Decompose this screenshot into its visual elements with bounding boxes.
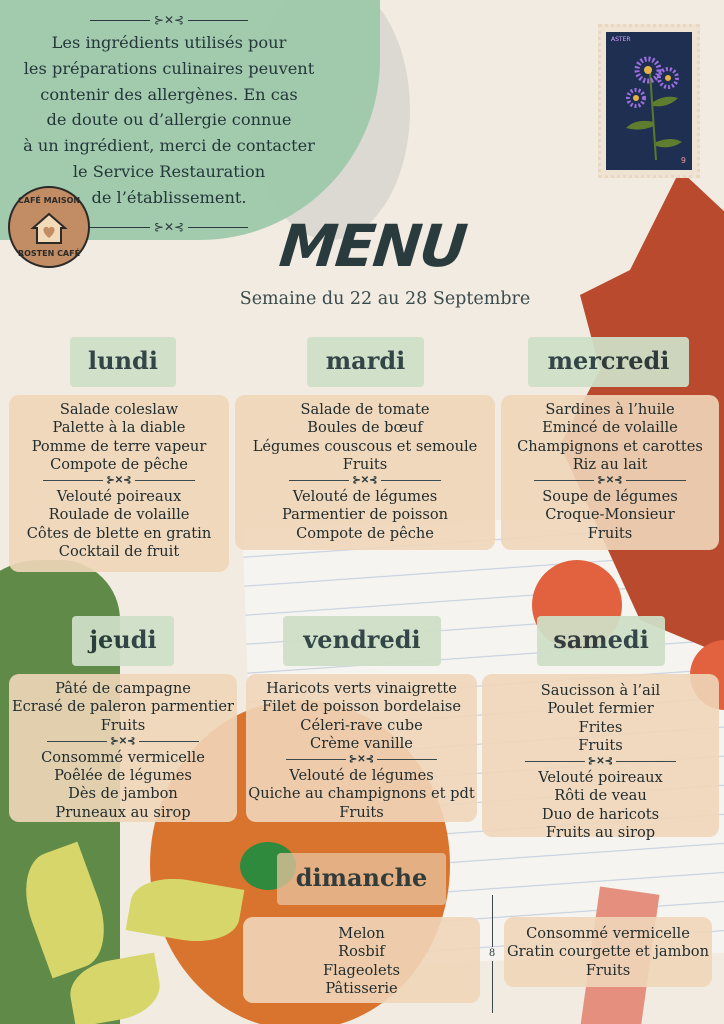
- dish: Compote de pêche: [50, 455, 188, 473]
- house-heart-icon: [29, 210, 69, 246]
- meal-divider: ⊱✕⊰: [501, 474, 719, 488]
- notice-line: les préparations culinaires peuvent: [23, 58, 315, 78]
- menu-card-vendredi: [246, 674, 477, 822]
- dish: Salade de tomate: [300, 401, 430, 418]
- dish: Ecrasé de paleron parmentier: [11, 698, 235, 716]
- dish: Velouté de légumes: [289, 767, 434, 785]
- dish: Poulet fermier: [547, 700, 654, 718]
- dish: Fruits: [100, 716, 146, 734]
- dish: Pâté de campagne: [55, 680, 191, 697]
- meal-divider: ⊱✕⊰: [235, 474, 495, 488]
- ornament-divider: ⊱✕⊰: [74, 8, 264, 34]
- cafe-logo: [8, 186, 90, 268]
- dish: Gratin courgette et jambon: [507, 943, 709, 961]
- notice-line: le Service Restauration: [72, 161, 266, 181]
- notice-line: Les ingrédients utilisés pour: [51, 33, 287, 52]
- dish: Rosbif: [338, 943, 385, 961]
- dish: Boules de bœuf: [307, 419, 423, 437]
- meal-divider: ⊱✕⊰: [9, 735, 237, 749]
- dish: Filet de poisson bordelaise: [261, 698, 462, 716]
- day-label-jeudi: jeudi: [72, 616, 174, 666]
- dish: Pâtisserie: [325, 979, 398, 997]
- dish: Côtes de blette en gratin: [26, 524, 212, 542]
- dish: Duo de haricots: [541, 805, 660, 823]
- dish: Consommé vermicelle: [526, 925, 690, 942]
- day-label-mercredi: mercredi: [528, 337, 689, 387]
- dish: Champignons et carottes: [517, 437, 703, 455]
- menu-card-dimanche-soir: [504, 917, 712, 987]
- ornament-divider: ⊱✕⊰: [14, 215, 324, 241]
- dish: Fruits: [578, 736, 623, 754]
- dish: Fruits: [587, 524, 633, 542]
- meal-divider-vertical: 8: [486, 895, 498, 1017]
- meal-divider: ⊱✕⊰: [482, 755, 719, 769]
- dish: Fruits au sirop: [545, 824, 656, 842]
- dish: Pomme de terre vapeur: [31, 437, 207, 455]
- dish: Emincé de volaille: [542, 419, 678, 437]
- notice-line: de doute ou d’allergie connue: [46, 110, 292, 130]
- dish: Riz au lait: [572, 455, 648, 473]
- dish: Fruits: [339, 803, 384, 821]
- dish: Fruits: [342, 455, 388, 473]
- dish: Haricots verts vinaigrette: [266, 680, 457, 697]
- dish: Roulade de volaille: [48, 506, 190, 524]
- menu-card-mardi: [235, 395, 495, 550]
- day-label-vendredi: vendredi: [283, 616, 441, 666]
- menu-card-lundi: [9, 395, 229, 572]
- meal-divider: ⊱✕⊰: [9, 474, 229, 488]
- week-subtitle: Semaine du 22 au 28 Septembre: [239, 289, 531, 309]
- dish: Cocktail de fruit: [58, 543, 180, 561]
- dish: Croque-Monsieur: [545, 506, 675, 524]
- dish: Compote de pêche: [296, 524, 434, 542]
- stamp-title: ASTER: [611, 36, 631, 43]
- meal-divider: ⊱✕⊰: [246, 753, 477, 767]
- logo-text-top: CAFÉ MAISON: [17, 196, 81, 205]
- aster-flower-icon: [606, 32, 692, 168]
- notice-line: de l’établissement.: [91, 187, 247, 207]
- notice-line: à un ingrédient, merci de contacter: [23, 136, 315, 156]
- stamp-number: 9: [680, 156, 686, 165]
- dish: Consommé vermicelle: [41, 748, 205, 766]
- menu-card-mercredi: [501, 395, 719, 550]
- dish: Velouté poireaux: [538, 769, 663, 787]
- notice-line: contenir des allergènes. En cas: [40, 84, 298, 104]
- dish: Velouté poireaux: [56, 488, 182, 506]
- dish: Poêlée de légumes: [54, 767, 192, 785]
- dish: Pruneaux au sirop: [55, 803, 191, 821]
- dish: Céleri-rave cube: [300, 716, 423, 734]
- menu-title: MENU: [276, 212, 469, 280]
- dish: Parmentier de poisson: [281, 506, 449, 524]
- day-label-samedi: samedi: [537, 616, 665, 666]
- dish: Frites: [578, 718, 623, 736]
- day-label-dimanche: dimanche: [277, 853, 446, 905]
- dish: Flageolets: [323, 961, 400, 979]
- dish: Melon: [338, 925, 385, 942]
- flower-stamp: [598, 24, 700, 178]
- dish: Palette à la diable: [52, 419, 186, 437]
- menu-card-dimanche-midi: [243, 917, 480, 1003]
- dish: Soupe de légumes: [542, 488, 678, 506]
- dish: Fruits: [585, 961, 631, 979]
- dish: Dès de jambon: [68, 785, 178, 803]
- menu-card-jeudi: [9, 674, 237, 822]
- dish: Rôti de veau: [554, 787, 647, 805]
- day-label-mardi: mardi: [307, 337, 424, 387]
- logo-text-bottom: ROSTEN CAFÉ: [17, 249, 81, 258]
- dish: Velouté de légumes: [292, 488, 438, 506]
- menu-card-samedi: [482, 674, 719, 842]
- day-label-lundi: lundi: [70, 337, 176, 387]
- dish: Quiche au champignons et pdt: [248, 785, 475, 803]
- dish: Salade coleslaw: [59, 401, 179, 418]
- dish: Crème vanille: [310, 734, 413, 752]
- dish: Saucisson à l’ail: [540, 682, 661, 699]
- dish: Sardines à l’huile: [545, 401, 675, 418]
- dish: Légumes couscous et semoule: [252, 437, 478, 455]
